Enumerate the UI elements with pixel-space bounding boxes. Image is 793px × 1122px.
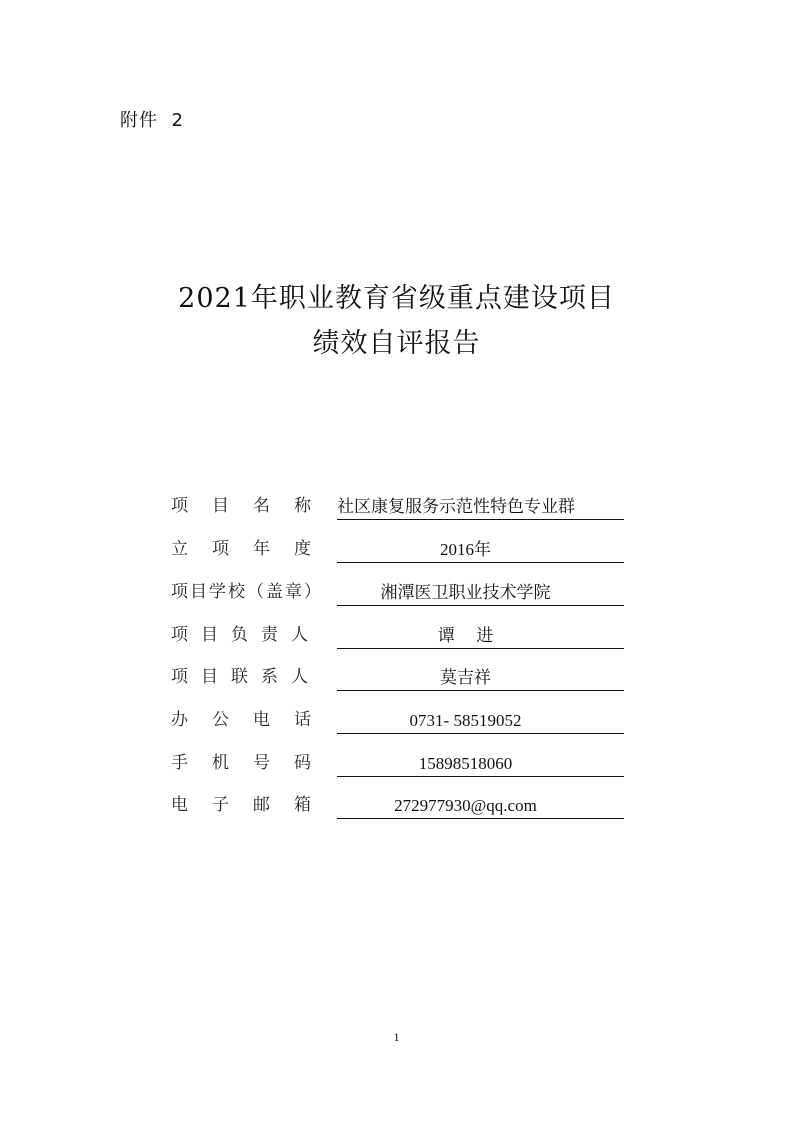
field-label-office-phone: 办公电话 — [171, 710, 335, 730]
field-value-office-phone: 0731- 58519052 — [409, 711, 522, 730]
page-number: 1 — [393, 1030, 400, 1044]
field-line-project-contact — [337, 662, 624, 691]
field-label-mobile-phone: 手机号码 — [171, 753, 335, 773]
field-line-mobile-phone — [337, 748, 624, 777]
field-row-project-year — [171, 533, 624, 563]
field-row-office-phone — [171, 704, 624, 734]
field-value-project-name: 社区康复服务示范性特色专业群 — [337, 497, 575, 517]
field-row-project-name — [171, 490, 624, 520]
report-title-line-1: 2021年职业教育省级重点建设项目 — [178, 283, 615, 314]
field-label-project-year: 立项年度 — [171, 539, 335, 559]
field-row-project-leader — [171, 619, 624, 649]
field-value-project-contact: 莫吉祥 — [440, 668, 491, 688]
field-row-project-contact — [171, 661, 624, 691]
field-label-project-contact: 项目联系人 — [171, 667, 321, 687]
field-value-project-school: 湘潭医卫职业技术学院 — [380, 583, 551, 603]
field-value-email: 272977930@qq.com — [394, 796, 537, 815]
field-line-office-phone — [337, 705, 624, 734]
field-line-email — [337, 790, 624, 819]
field-label-project-name: 项目名称 — [171, 496, 335, 516]
field-row-project-school — [171, 576, 624, 606]
report-title-line-2: 绩效自评报告 — [312, 328, 481, 359]
field-value-project-leader: 谭 进 — [437, 626, 494, 646]
field-label-project-leader: 项目负责人 — [171, 625, 321, 645]
field-line-project-year — [337, 534, 624, 563]
field-line-project-name — [337, 491, 624, 520]
field-value-mobile-phone: 15898518060 — [418, 754, 513, 773]
attachment-label: 附件 2 — [120, 110, 184, 131]
field-label-project-school: 项目学校（盖章） — [171, 582, 323, 602]
field-label-email: 电子邮箱 — [171, 795, 335, 815]
field-value-project-year: 2016年 — [440, 540, 491, 559]
field-row-email — [171, 789, 624, 819]
field-line-project-school — [337, 577, 624, 606]
field-line-project-leader — [337, 620, 624, 649]
field-row-mobile-phone — [171, 747, 624, 777]
